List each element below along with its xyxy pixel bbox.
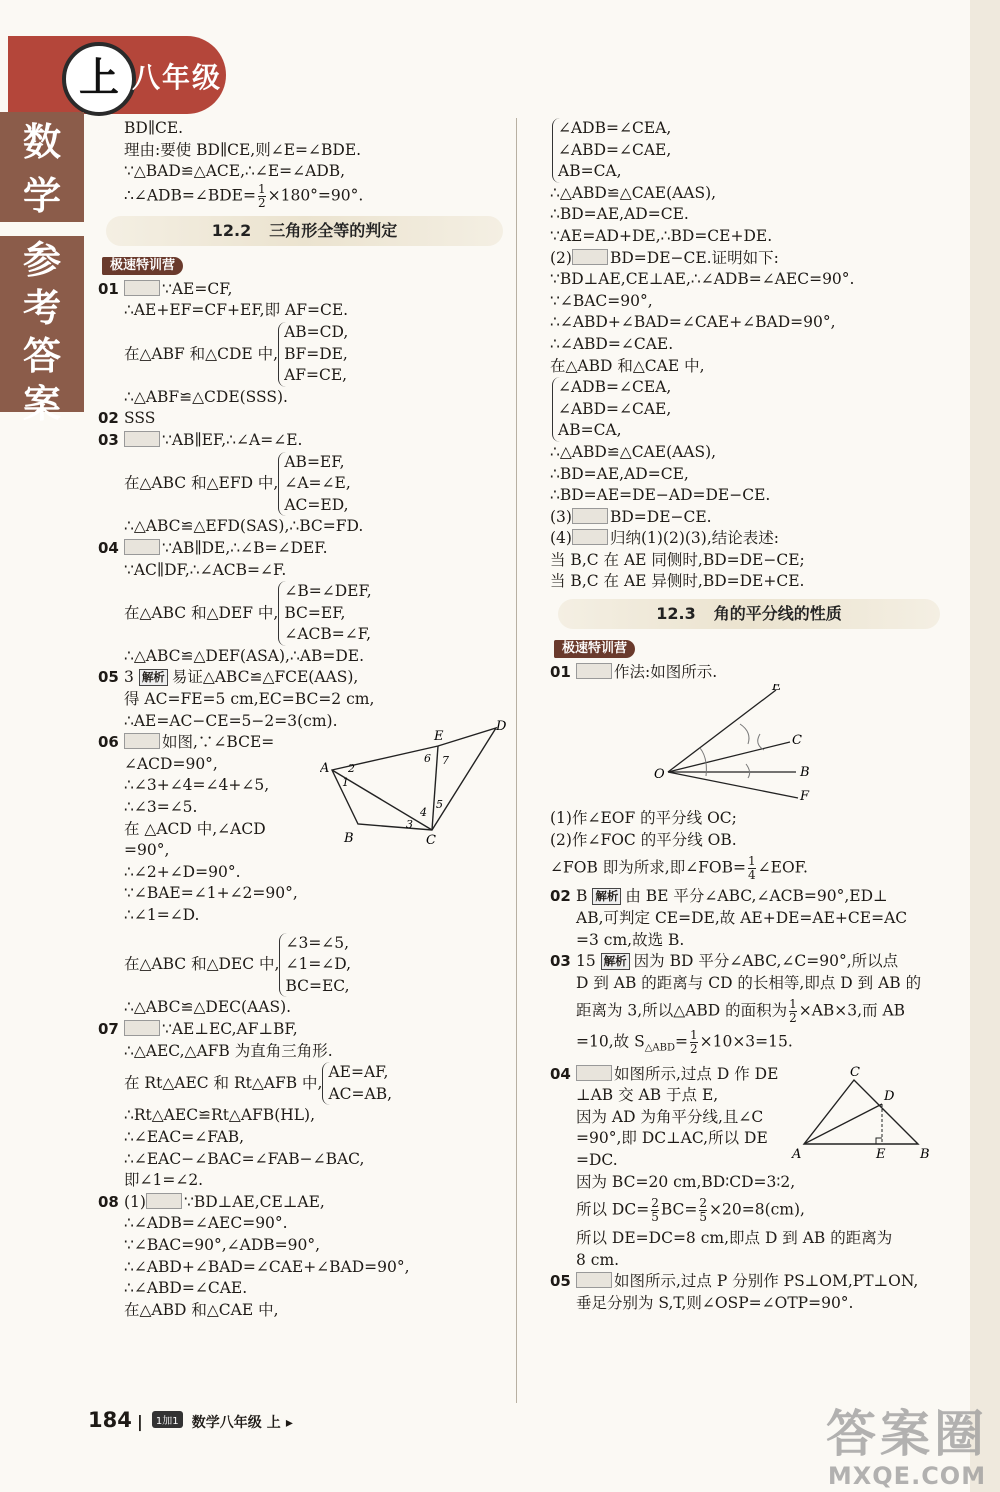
answer-mark: [576, 663, 612, 679]
answer-mark: [124, 280, 160, 296]
svg-text:C: C: [426, 833, 436, 849]
question-07: 07 ∵AE⊥EC,AF⊥BF,: [98, 1019, 298, 1038]
analysis-tag: 解析: [139, 669, 168, 686]
brace-group: AB=EF, ∠A=∠E, AC=ED,: [278, 452, 350, 517]
fraction: $\frac{1}{2}$: [789, 997, 797, 1026]
analysis-tag: 解析: [592, 888, 621, 905]
svg-text:3: 3: [406, 818, 413, 832]
answer-mark: [576, 1272, 612, 1288]
volume-badge: 上: [62, 42, 136, 116]
brand-logo: 1加1: [152, 1411, 183, 1428]
fraction: $\frac{1}{2}$: [257, 181, 266, 210]
text-line: ∴∠ADB=∠BDE= $\frac{1}{2}$ ×180°=90°.: [124, 181, 364, 210]
svg-text:C: C: [850, 1064, 860, 1080]
svg-text:5: 5: [436, 798, 443, 812]
brace-group: AB=CD, BF=DE, AF=CE,: [278, 322, 348, 387]
page-footer: 184 | 1加1 数学八年级 上 ▸: [88, 1408, 293, 1432]
svg-text:4: 4: [420, 806, 427, 820]
svg-text:A: A: [792, 1146, 802, 1162]
section-header: 12.3 角的平分线的性质: [558, 599, 940, 629]
question-r04: 04 如图所示,过点 D 作 DE ⊥AB 交 AB 于点 E, 因为 AD 为角平分线,且∠C =90°,即 DC⊥AC,所以 DE =DC. 因为 BC=20 cm,BD∶CD=3∶2, 所以 DC= $\frac{2}{5}$ BC= $\frac{2}{5}$ ×20=8(cm), 所以 DE=DC=8 cm,即点 D 到 AB 的距离为 8 cm. C D A E B: [550, 1064, 940, 1272]
section-header: 12.2 三角形全等的判定: [106, 216, 503, 246]
svg-text:C: C: [792, 732, 802, 748]
answer-mark: [572, 529, 608, 545]
page-number: 184: [88, 1408, 132, 1432]
chevron-right-icon: ▸: [285, 1415, 293, 1431]
svg-text:6: 6: [424, 752, 431, 766]
question-r03: 03 15 解析 因为 BD 平分∠ABC,∠C=90°,所以点: [550, 952, 899, 971]
fraction: $\frac{1}{4}$: [748, 854, 756, 883]
figure-q06: [320, 720, 510, 850]
question-r01: 01 作法:如图所示. E C O B F (1)作∠EOF 的平分线 OC; (2)作∠FOC 的平分线 OB. ∠FOB 即为所求,即∠FOB= $\frac{1}{4}$ ∠EOF.: [550, 662, 940, 882]
svg-text:7: 7: [442, 754, 449, 768]
brace-group: ∠ADB=∠CEA, ∠ABD=∠CAE, AB=CA,: [552, 118, 671, 183]
svg-text:1: 1: [342, 776, 349, 790]
answer-mark: [146, 1193, 182, 1209]
svg-text:E: E: [434, 729, 444, 745]
analysis-tag: 解析: [601, 953, 630, 970]
section-badge: 极速特训营: [102, 257, 183, 275]
fraction: $\frac{2}{5}$: [651, 1196, 659, 1225]
right-column: ∠ADB=∠CEA, ∠ABD=∠CAE, AB=CA, ∴△ABD≌△CAE(AAS), ∴BD=AE,AD=CE. ∵AE=AD+DE,∴BD=CE+DE. (2) BD=DE−CE.证明如下: ∵BD⊥AE,CE⊥AE,∴∠ADB=∠AEC=90°. ∵∠BAC=90°, ∴∠ABD+∠BAD=∠CAE+∠BAD=90°, ∴∠ABD=∠CAE. 在△ABD 和△CAE 中, ∠ADB=∠CEA, ∠ABD=∠CAE, AB=CA, ∴△ABD≌△CAE(AAS), ∴BD=AE,AD=CE, ∴BD=AE=DE−AD=DE−CE. (3) BD=DE−CE. (4) 归纳(1)(2)(3),结论表述: 当 B,C 在 AE 同侧时,BD=DE−CE; 当 B,C 在 AE 异侧时,BD=DE+CE. 12.3 角的平分线的性质 极速特训营 01 作法:如图所示. E C O B F (1)作∠EOF 的平分线 OC; (2)作∠FOC 的平分线 OB. ∠FOB 即为所求,即∠FOB= $\frac{1}{4}$ ∠EOF. 02 B 解析 由 BE 平分∠ABC,∠ACB=90°,ED⊥ AB,可判定 CE=DE,故 AE+DE=AE+CE=AC =3 cm,故选 B. 03 15 解析 因为 BD 平分∠ABC,∠C=90°,所以点 D 到 AB 的距离与 CD 的长相等,即点 D 到 AB 的 距离为 3,所以△ABD 的面积为 $\frac{1}{2}$ ×AB×3,而 AB =10,故 $S_{\triangle ABD}=$ $\frac{1}{2}$ ×10×3=15. 04 如图所示,过点 D 作 DE ⊥AB 交 AB 于点 E, 因为 AD 为角平分线,且∠C =90°,即 DC⊥AC,所以 DE =DC. 因为 BC=20 cm,BD∶CD=3∶2, 所以 DC= $\frac{2}{5}$ BC= $\frac{2}{5}$ ×20=8(cm), 所以 DE=DC=8 cm,即点 D 到 AB 的距离为 8 cm. C D A E B 05 如图所示,过点 P 分别作 PS⊥OM,PT⊥ON, 垂足分别为 S,T,则∠OSP=∠OTP=90°.: [550, 118, 940, 1315]
brace-group: AE=AF, AC=AB,: [322, 1062, 392, 1105]
figure-q04: [790, 1064, 940, 1164]
answer-mark: [124, 539, 160, 555]
question-r02: 02 B 解析 由 BE 平分∠ABC,∠ACB=90°,ED⊥: [550, 887, 888, 906]
answer-mark: [572, 508, 608, 524]
subject-tab: 数 学: [0, 112, 84, 222]
left-column: BD∥CE. 理由:要使 BD∥CE,则∠E=∠BDE. ∵△BAD≌△ACE,∴∠E=∠ADB, ∴∠ADB=∠BDE= $\frac{1}{2}$ ×180°=90°. 12.2 三角形全等的判定 极速特训营 01 ∵AE=CF, ∴AE+EF=CF+EF,即 AF=CE. 在△ABF 和△CDE 中, AB=CD, BF=DE, AF=CE, ∴△ABF≌△CDE(SSS). 02 SSS 03 ∵AB∥EF,∴∠A=∠E. 在△ABC 和△EFD 中, AB=EF, ∠A=∠E, AC=ED, ∴△ABC≌△EFD(SAS),∴BC=FD. 04 ∵AB∥DE,∴∠B=∠DEF. ∵AC∥DF,∴∠ACB=∠F. 在△ABC 和△DEF 中, ∠B=∠DEF, BC=EF, ∠ACB=∠F, ∴△ABC≌△DEF(ASA),∴AB=DE. 05 3 解析 易证△ABC≌△FCE(AAS), 得 AC=FE=5 cm,EC=BC=2 cm, ∴AE=AC−CE=5−2=3(cm). 06 如图,∵∠BCE= ∠ACD=90°, ∴∠3+∠4=∠4+∠5, ∴∠3=∠5. 在 △ACD 中,∠ACD =90°, ∴∠2+∠D=90°. ∵∠BAE=∠1+∠2=90°, ∴∠1=∠D. 在△ABC 和△DEC 中, ∠3=∠5, ∠1=∠D, BC=EC, ∴△ABC≌△DEC(AAS). E D A 6 7 2 1 4 5 3 B C 07 ∵AE⊥EC,AF⊥BF, ∴△AEC,△AFB 为直角三角形. 在 Rt△AEC 和 Rt△AFB 中, AE=AF, AC=AB, ∴Rt△AEC≌Rt△AFB(HL), ∴∠EAC=∠FAB, ∴∠EAC−∠BAC=∠FAB−∠BAC, 即∠1=∠2. 08 (1) ∵BD⊥AE,CE⊥AE, ∴∠ADB=∠AEC=90°. ∵∠BAC=90°,∠ADB=90°, ∴∠ABD+∠BAD=∠CAE+∠BAD=90°, ∴∠ABD=∠CAE. 在△ABD 和△CAE 中,: [98, 118, 503, 1321]
svg-text:2: 2: [348, 762, 355, 776]
answer-mark: [572, 249, 608, 265]
question-01: 01 ∵AE=CF,: [98, 279, 233, 298]
svg-text:A: A: [320, 761, 330, 777]
answer-key-tab: 参 考 答 案: [0, 236, 84, 412]
text-line: 理由:要使 BD∥CE,则∠E=∠BDE.: [124, 140, 362, 159]
answer-mark: [124, 431, 160, 447]
column-divider: [516, 118, 517, 1403]
figure-angle-bisector: [550, 684, 940, 802]
question-06: 06 如图,∵∠BCE= ∠ACD=90°, ∴∠3+∠4=∠4+∠5, ∴∠3=∠5. 在 △ACD 中,∠ACD =90°, ∴∠2+∠D=90°. ∵∠BAE=∠1+∠2=90°, ∴∠1=∠D. 在△ABC 和△DEC 中, ∠3=∠5, ∠1=∠D, BC=EC, ∴△ABC≌△DEC(AAS). E D A 6 7 2 1 4 5 3 B C: [98, 732, 503, 1019]
section-badge: 极速特训营: [554, 640, 635, 658]
question-04: 04 ∵AB∥DE,∴∠B=∠DEF.: [98, 538, 328, 557]
svg-text:D: D: [884, 1088, 895, 1104]
question-03: 03 ∵AB∥EF,∴∠A=∠E.: [98, 430, 303, 449]
volume-mark: 上: [266, 1415, 281, 1431]
brace-group: ∠B=∠DEF, BC=EF, ∠ACB=∠F,: [278, 581, 371, 646]
answer-mark: [576, 1065, 612, 1081]
svg-text:D: D: [496, 720, 507, 735]
svg-text:E: E: [876, 1146, 886, 1162]
book-title: 数学八年级: [191, 1415, 262, 1431]
answer-mark: [124, 733, 160, 749]
question-08: 08 (1) ∵BD⊥AE,CE⊥AE,: [98, 1192, 325, 1211]
svg-text:B: B: [800, 764, 810, 780]
answer-mark: [124, 1020, 160, 1036]
question-r05: 05 如图所示,过点 P 分别作 PS⊥OM,PT⊥ON,: [550, 1272, 919, 1291]
svg-text:O: O: [654, 766, 665, 782]
fraction: $\frac{1}{2}$: [689, 1028, 698, 1057]
watermark: 答案圈 MXQE.COM: [826, 1405, 988, 1490]
question-02: 02 SSS: [98, 409, 156, 428]
text-line: ∵△BAD≌△ACE,∴∠E=∠ADB,: [124, 162, 346, 181]
svg-text:F: F: [800, 788, 810, 802]
question-05: 05 3 解析 易证△ABC≌△FCE(AAS),: [98, 668, 359, 687]
grade-label: 八年级: [132, 61, 223, 94]
svg-text:B: B: [344, 831, 354, 847]
fraction: $\frac{2}{5}$: [699, 1196, 708, 1225]
brace-group: ∠ADB=∠CEA, ∠ABD=∠CAE, AB=CA,: [552, 377, 671, 442]
page-edge: [970, 0, 1000, 1492]
svg-text:B: B: [920, 1146, 930, 1162]
brace-group: ∠3=∠5, ∠1=∠D, BC=EC,: [279, 933, 351, 998]
text-line: BD∥CE.: [124, 119, 184, 137]
svg-text:E: E: [772, 683, 782, 694]
